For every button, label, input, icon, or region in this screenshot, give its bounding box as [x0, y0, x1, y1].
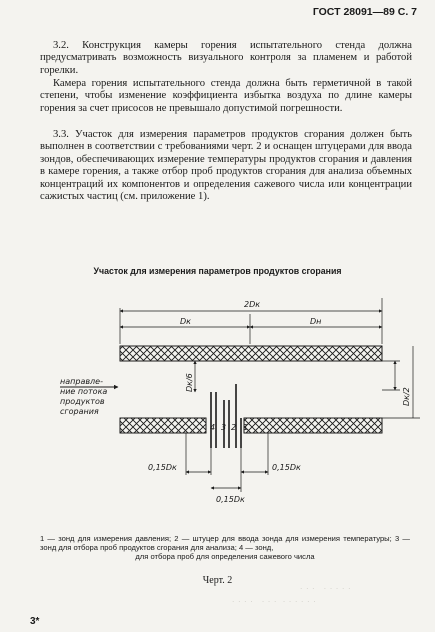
dim-label-total: 2Dк	[244, 300, 261, 309]
probe-number-4: 4	[210, 423, 216, 432]
caption-line2: для отбора проб для определения сажевого числа	[135, 552, 315, 561]
page-number: 3*	[30, 616, 40, 627]
flow-label-line1: направле-	[60, 377, 103, 386]
flow-label-line2: ние потока	[60, 387, 108, 396]
figure-number: Черт. 2	[202, 575, 233, 586]
dim-label-offset-left: 0,15Dк	[148, 463, 177, 472]
pipe-wall-bottom-left	[120, 418, 206, 433]
dim-label-half: Dк/2	[402, 387, 411, 406]
dim-label-offset-right: 0,15Dк	[272, 463, 301, 472]
probe-number-1: 1	[243, 423, 249, 432]
caption-line1: 1 — зонд для измерения давления; 2 — штуцер для ввода зонда для измерения температуры; 3 — зонд для отбора проб продуктов сгорания для анализа; 4 — зонд,	[40, 534, 410, 552]
dim-label-left: Dк	[180, 317, 191, 326]
flow-label-line4: сгорания	[60, 407, 99, 416]
paragraph-3-3: 3.3. Участок для измерения параметров продуктов сгорания должен быть выполнен в соответствии с требованиями черт. 2 и оснащен штуцерами для ввода зондов, обеспечивающих измерение температуры продуктов сгорания и давления в камере горения, а также отбор проб продуктов сгорания для анализа объемных концентраций их компонентов и определения сажевого числа или концентрации сажистых частиц (см. приложение 1).	[40, 129, 412, 203]
figure-title: Участок для измерения параметров продуктов сгорания	[93, 266, 342, 276]
bleed-through-text-2: · · · · · · · · · · · · ·	[232, 598, 317, 606]
bleed-through-text: · · · · · · · ·	[300, 585, 352, 593]
paragraph-3-2: 3.2. Конструкция камеры горения испытательного стенда должна предусматривать возможность визуального контроля за пламенем и работой горелки.	[40, 40, 412, 76]
pipe-wall-bottom-right	[244, 418, 382, 433]
page-header: ГОСТ 28091—89 С. 7	[312, 6, 417, 18]
pipe-wall-top	[120, 346, 382, 361]
dim-label-spacing: 0,15Dк	[216, 495, 245, 504]
measurement-section-drawing	[0, 280, 435, 530]
dim-label-right: Dн	[310, 317, 322, 326]
paragraph-chamber-sealing: Камера горения испытательного стенда должна быть герметичной в такой степени, чтобы изменение коэффициента избытка воздуха по длине камеры горения за счет присосов не превышало допустимой погрешности.	[40, 78, 412, 114]
dim-label-inner: Dк/6	[185, 373, 194, 392]
probe-number-2: 2	[231, 423, 237, 432]
flow-label-line3: продуктов	[60, 397, 105, 406]
probe-number-3: 3	[221, 423, 227, 432]
figure-caption	[40, 534, 410, 561]
